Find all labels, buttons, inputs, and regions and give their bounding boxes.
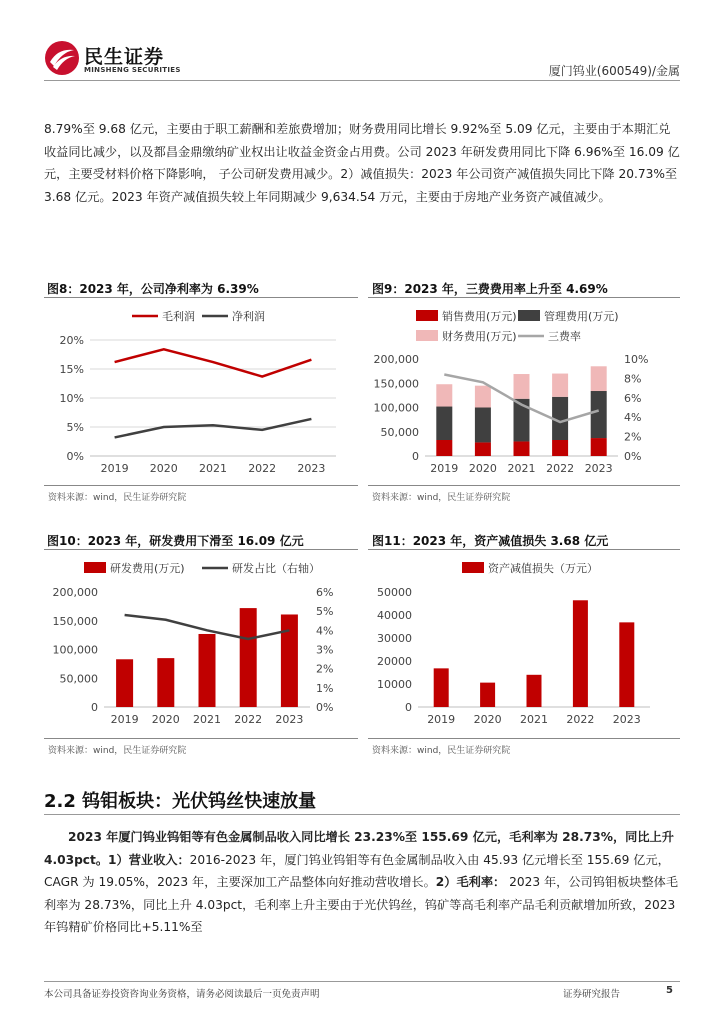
fig11-xtick-label: 2021 bbox=[520, 713, 548, 726]
fig9-xtick-label: 2021 bbox=[507, 462, 536, 475]
fig9-xtick-label: 2019 bbox=[430, 462, 459, 475]
figure-10-rule bbox=[44, 549, 358, 550]
fig9-y2tick-label: 6% bbox=[624, 391, 642, 405]
fig9-legend-item bbox=[416, 329, 517, 343]
figure-8-rule bbox=[44, 297, 358, 298]
fig11-ytick-label: 30000 bbox=[377, 632, 412, 645]
fig9-bar bbox=[591, 391, 607, 438]
figure-10-bottom-rule bbox=[44, 738, 358, 739]
fig11-ytick-label: 50000 bbox=[377, 586, 412, 599]
fig8-legend-label: 毛利润 bbox=[162, 310, 195, 323]
figure-11-chart bbox=[368, 552, 680, 736]
fig10-ytick-label: 200,000 bbox=[52, 586, 98, 599]
body-paragraph-2 bbox=[44, 826, 680, 939]
fig8-xtick-label: 2023 bbox=[297, 462, 326, 475]
footer-report-type: 证券研究报告 bbox=[563, 989, 621, 1000]
fig11-bar bbox=[434, 668, 449, 707]
footer-disclaimer: 本公司具备证券投资咨询业务资格，请务必阅读最后一页免责声明 bbox=[44, 989, 320, 1000]
figure-10-chart bbox=[44, 552, 358, 736]
fig10-bar bbox=[199, 634, 216, 707]
fig11-ytick-label: 20000 bbox=[377, 655, 412, 668]
fig10-legend-label: 研发费用(万元) bbox=[110, 562, 185, 575]
fig11-xtick-label: 2019 bbox=[427, 713, 456, 726]
fig11-legend-label: 资产减值损失（万元） bbox=[488, 562, 598, 575]
fig9-bar bbox=[552, 374, 568, 397]
fig10-ytick-label: 150,000 bbox=[52, 614, 98, 628]
fig10-y2tick-label: 1% bbox=[316, 681, 334, 695]
fig9-ytick-label: 150,000 bbox=[373, 377, 419, 391]
para2-bold-lead: 2023 年厦门钨业钨钼等有色金属制品收入同比增长 23.23%至 155.69 亿元，毛利率为 28.73%，同比上升 4.03pct。1）营业收入： bbox=[44, 830, 674, 867]
fig9-bar bbox=[436, 407, 452, 440]
fig11-legend-item bbox=[462, 561, 598, 575]
figure-11-title: 图11：2023 年，资产减值损失 3.68 亿元 bbox=[372, 534, 609, 548]
fig9-y2tick-label: 4% bbox=[624, 411, 642, 425]
fig11-bar bbox=[619, 622, 634, 707]
fig9-bar bbox=[436, 384, 452, 406]
fig8-ytick-label: 15% bbox=[59, 363, 84, 376]
fig9-y2tick-label: 10% bbox=[624, 353, 649, 366]
fig10-y2tick-label: 2% bbox=[316, 662, 334, 676]
fig8-xtick-label: 2021 bbox=[199, 462, 227, 475]
fig9-legend-item bbox=[518, 329, 581, 343]
fig9-bar bbox=[475, 408, 491, 443]
figure-9-source: 资料来源：wind，民生证券研究院 bbox=[372, 493, 511, 503]
logo-en: MINSHENG SECURITIES bbox=[84, 66, 181, 74]
fig9-ytick-label: 0 bbox=[412, 450, 419, 463]
fig11-xtick-label: 2023 bbox=[612, 713, 641, 726]
para2-text-1: 2016-2023 年，厦门钨业钨钼等有色金属制品收入由 45.93 亿元增长至 155.69 亿元，CAGR 为 19.05%，2023 年，主要深加工产品整体向好推动营收增长。 bbox=[44, 852, 670, 889]
fig9-legend-label: 销售费用(万元) bbox=[442, 310, 517, 323]
fig10-xtick-label: 2022 bbox=[234, 713, 263, 726]
section-divider bbox=[44, 814, 680, 815]
fig9-xtick-label: 2020 bbox=[468, 462, 497, 475]
fig9-y2tick-label: 2% bbox=[624, 430, 642, 444]
fig10-xtick-label: 2020 bbox=[151, 713, 180, 726]
fig9-bar bbox=[475, 386, 491, 408]
fig8-xtick-label: 2020 bbox=[149, 462, 178, 475]
figure-8-bottom-rule bbox=[44, 485, 358, 486]
fig8-ytick-label: 0% bbox=[66, 450, 84, 463]
fig11-bar bbox=[480, 683, 495, 707]
fig10-bar bbox=[281, 614, 298, 707]
figure-11-source: 资料来源：wind，民生证券研究院 bbox=[372, 746, 511, 756]
fig8-xtick-label: 2022 bbox=[248, 462, 277, 475]
fig9-bar bbox=[514, 374, 530, 399]
fig10-xtick-label: 2019 bbox=[110, 713, 139, 726]
fig8-xtick-label: 2019 bbox=[100, 462, 129, 475]
fig11-svg bbox=[368, 552, 680, 736]
minsheng-logo-icon bbox=[44, 40, 80, 76]
fig11-ytick-label: 0 bbox=[405, 701, 412, 714]
fig9-svg bbox=[368, 300, 680, 482]
fig9-xtick-label: 2023 bbox=[584, 462, 613, 475]
fig10-ytick-label: 50,000 bbox=[59, 672, 98, 686]
figure-8-chart bbox=[44, 300, 358, 482]
fig8-series-line bbox=[115, 419, 312, 438]
figure-11-rule bbox=[368, 549, 680, 550]
fig10-y2tick-label: 5% bbox=[316, 605, 334, 619]
fig11-bar bbox=[573, 600, 588, 707]
fig10-y2tick-label: 3% bbox=[316, 643, 334, 657]
fig9-ytick-label: 100,000 bbox=[373, 401, 419, 415]
fig8-series-line bbox=[115, 349, 312, 376]
fig8-legend-label: 净利润 bbox=[232, 310, 265, 323]
fig10-ytick-label: 100,000 bbox=[52, 643, 98, 657]
fig9-y2tick-label: 8% bbox=[624, 372, 642, 386]
fig10-legend-item bbox=[202, 561, 320, 575]
section-title: 2.2 钨钼板块：光伏钨丝快速放量 bbox=[44, 791, 317, 812]
fig10-bar bbox=[240, 608, 257, 707]
figure-9-title: 图9：2023 年，三费费用率上升至 4.69% bbox=[372, 282, 608, 296]
fig9-y2tick-label: 0% bbox=[624, 450, 642, 463]
fig8-ytick-label: 20% bbox=[59, 334, 84, 347]
body-paragraph-1: 8.79%至 9.68 亿元，主要由于职工薪酬和差旅费增加；财务费用同比增长 9.92%至 5.09 亿元，主要由于本期汇兑收益同比减少，以及都昌金鼎缴纳矿业权出让收益金资金占用费。公司 2023 年研发费用同比下降 6.96%至 16.09 亿元，主要受材料价格下降影响， 子公司研发费用减少。2）减值损失：2023 年公司资产减值损失同比下降 20.73%至 3.68 亿元。2023 年资产减值损失较上年同期减少 9,634.54 万元，主要由于房地产业务资产减值减少。 bbox=[44, 122, 680, 204]
fig9-ytick-label: 50,000 bbox=[380, 425, 419, 439]
fig10-y2tick-label: 0% bbox=[316, 701, 334, 714]
fig11-xtick-label: 2022 bbox=[566, 713, 595, 726]
fig9-bar bbox=[436, 440, 452, 456]
page-header bbox=[0, 0, 724, 88]
fig10-legend-item bbox=[84, 561, 185, 575]
fig9-bar bbox=[475, 442, 491, 456]
figure-11-bottom-rule bbox=[368, 738, 680, 739]
figure-9-bottom-rule bbox=[368, 485, 680, 486]
fig9-legend-label: 管理费用(万元) bbox=[544, 310, 619, 323]
fig8-svg bbox=[44, 300, 358, 482]
logo-cn: 民生证券 bbox=[84, 46, 165, 68]
header-stock-label: 厦门钨业(600549)/金属 bbox=[548, 64, 680, 78]
figure-8-source: 资料来源：wind，民生证券研究院 bbox=[48, 493, 187, 503]
figure-10-title: 图10：2023 年，研发费用下滑至 16.09 亿元 bbox=[47, 534, 304, 548]
fig11-ytick-label: 40000 bbox=[377, 609, 412, 622]
fig10-xtick-label: 2023 bbox=[275, 713, 304, 726]
header-divider bbox=[44, 80, 680, 81]
figure-8-title: 图8：2023 年，公司净利率为 6.39% bbox=[47, 282, 259, 296]
fig10-legend-label: 研发占比（右轴） bbox=[232, 562, 320, 575]
footer-divider bbox=[44, 981, 680, 982]
fig9-bar bbox=[514, 441, 530, 456]
fig10-legend-swatch bbox=[84, 562, 106, 573]
fig9-xtick-label: 2022 bbox=[546, 462, 575, 475]
fig10-y2tick-label: 4% bbox=[316, 624, 334, 638]
fig9-legend-swatch bbox=[416, 330, 438, 341]
fig10-xtick-label: 2021 bbox=[193, 713, 221, 726]
fig9-legend-swatch bbox=[416, 310, 438, 321]
fig9-bar bbox=[552, 440, 568, 456]
page-number: 5 bbox=[666, 985, 673, 996]
fig9-legend-swatch bbox=[518, 310, 540, 321]
figure-10-source: 资料来源：wind，民生证券研究院 bbox=[48, 746, 187, 756]
fig11-legend-swatch bbox=[462, 562, 484, 573]
fig8-legend-item bbox=[202, 309, 265, 323]
fig10-ytick-label: 0 bbox=[91, 701, 98, 714]
fig11-xtick-label: 2020 bbox=[473, 713, 502, 726]
fig10-y2tick-label: 6% bbox=[316, 586, 334, 599]
para2-bold-2: 2）毛利率： bbox=[435, 875, 506, 889]
fig10-bar bbox=[116, 659, 133, 707]
fig11-ytick-label: 10000 bbox=[377, 678, 412, 691]
fig9-legend-item bbox=[416, 309, 517, 323]
fig8-legend-item bbox=[132, 309, 195, 323]
fig9-bar bbox=[591, 438, 607, 456]
fig10-bar bbox=[157, 658, 174, 707]
figure-9-rule bbox=[368, 297, 680, 298]
para2-text-2: 2023 年，公司钨钼板块整体毛利率为 28.73%，同比上升 4.03pct，毛利率上升主要由于光伏钨丝，钨矿等高毛利率产品毛利贡献增加所致，2023 年钨精矿价格同比+5.11%至 bbox=[44, 875, 679, 934]
fig8-ytick-label: 10% bbox=[59, 392, 84, 405]
fig9-legend-label: 财务费用(万元) bbox=[442, 330, 517, 343]
fig9-bar bbox=[591, 366, 607, 391]
fig9-ytick-label: 200,000 bbox=[373, 353, 419, 366]
logo bbox=[44, 40, 184, 80]
fig11-bar bbox=[527, 675, 542, 707]
figure-9-chart bbox=[368, 300, 680, 482]
fig10-svg bbox=[44, 552, 358, 736]
fig9-legend-item bbox=[518, 309, 619, 323]
fig9-legend-label: 三费率 bbox=[548, 330, 581, 343]
fig8-ytick-label: 5% bbox=[66, 421, 84, 434]
